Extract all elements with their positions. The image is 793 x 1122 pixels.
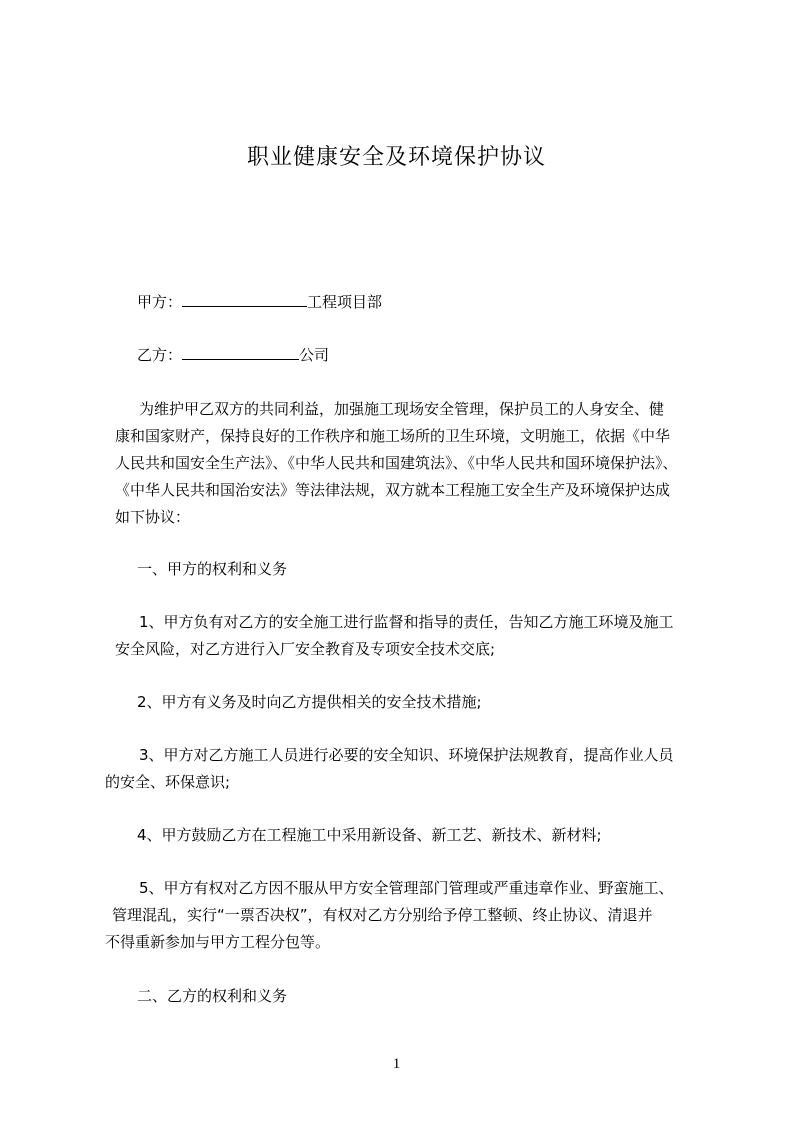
clause5-line-1: 5、甲方有权对乙方因不服从甲方安全管理部门管理或严重违章作业、野蛮施工、 <box>139 879 674 897</box>
intro-line-5: 如下协议： <box>115 508 191 526</box>
party-b-label: 乙方： <box>137 346 183 364</box>
page-number: 1 <box>392 1056 401 1072</box>
clause5-line-2: 管理混乱，实行“一票否决权”，有权对乙方分别给予停工整顿、终止协议、清退并 <box>112 906 653 924</box>
party-a-suffix: 工程项目部 <box>307 293 383 311</box>
clause2-line: 2、甲方有义务及时向乙方提供相关的安全技术措施; <box>137 693 482 711</box>
clause3-line-2: 的安全、环保意识; <box>105 773 231 791</box>
clause3-line-1: 3、甲方对乙方施工人员进行必要的安全知识、环境保护法规教育，提高作业人员 <box>139 746 674 764</box>
intro-line-1: 为维护甲乙双方的共同利益，加强施工现场安全管理，保护员工的人身安全、健 <box>139 400 665 418</box>
intro-line-4: 《中华人民共和国治安法》等法律法规，双方就本工程施工安全生产及环境保护达成 <box>115 481 671 499</box>
party-b-suffix: 公司 <box>299 346 330 364</box>
party-a-line <box>137 292 382 311</box>
party-b-blank <box>182 345 299 360</box>
clause4-line: 4、甲方鼓励乙方在工程施工中采用新设备、新工艺、新技术、新材料; <box>137 826 602 844</box>
clause1-line-1: 1、甲方负有对乙方的安全施工进行监督和指导的责任，告知乙方施工环境及施工 <box>139 613 674 631</box>
party-a-blank <box>182 292 307 307</box>
party-b-line <box>137 345 329 364</box>
clause5-line-3: 不得重新参加与甲方工程分包等。 <box>105 933 331 951</box>
intro-line-2: 康和国家财产，保持良好的工作秩序和施工场所的卫生环境，文明施工，依据《中华 <box>115 427 671 445</box>
section2-heading: 二、乙方的权利和义务 <box>137 987 288 1005</box>
document-title: 职业健康安全及环境保护协议 <box>246 145 546 170</box>
intro-line-3: 人民共和国安全生产法》、《中华人民共和国建筑法》、《中华人民共和国环境保护法》、 <box>115 454 678 472</box>
section1-heading: 一、甲方的权利和义务 <box>137 560 288 578</box>
party-a-label: 甲方： <box>137 293 183 311</box>
clause1-line-2: 安全风险，对乙方进行入厂安全教育及专项安全技术交底; <box>115 640 496 658</box>
